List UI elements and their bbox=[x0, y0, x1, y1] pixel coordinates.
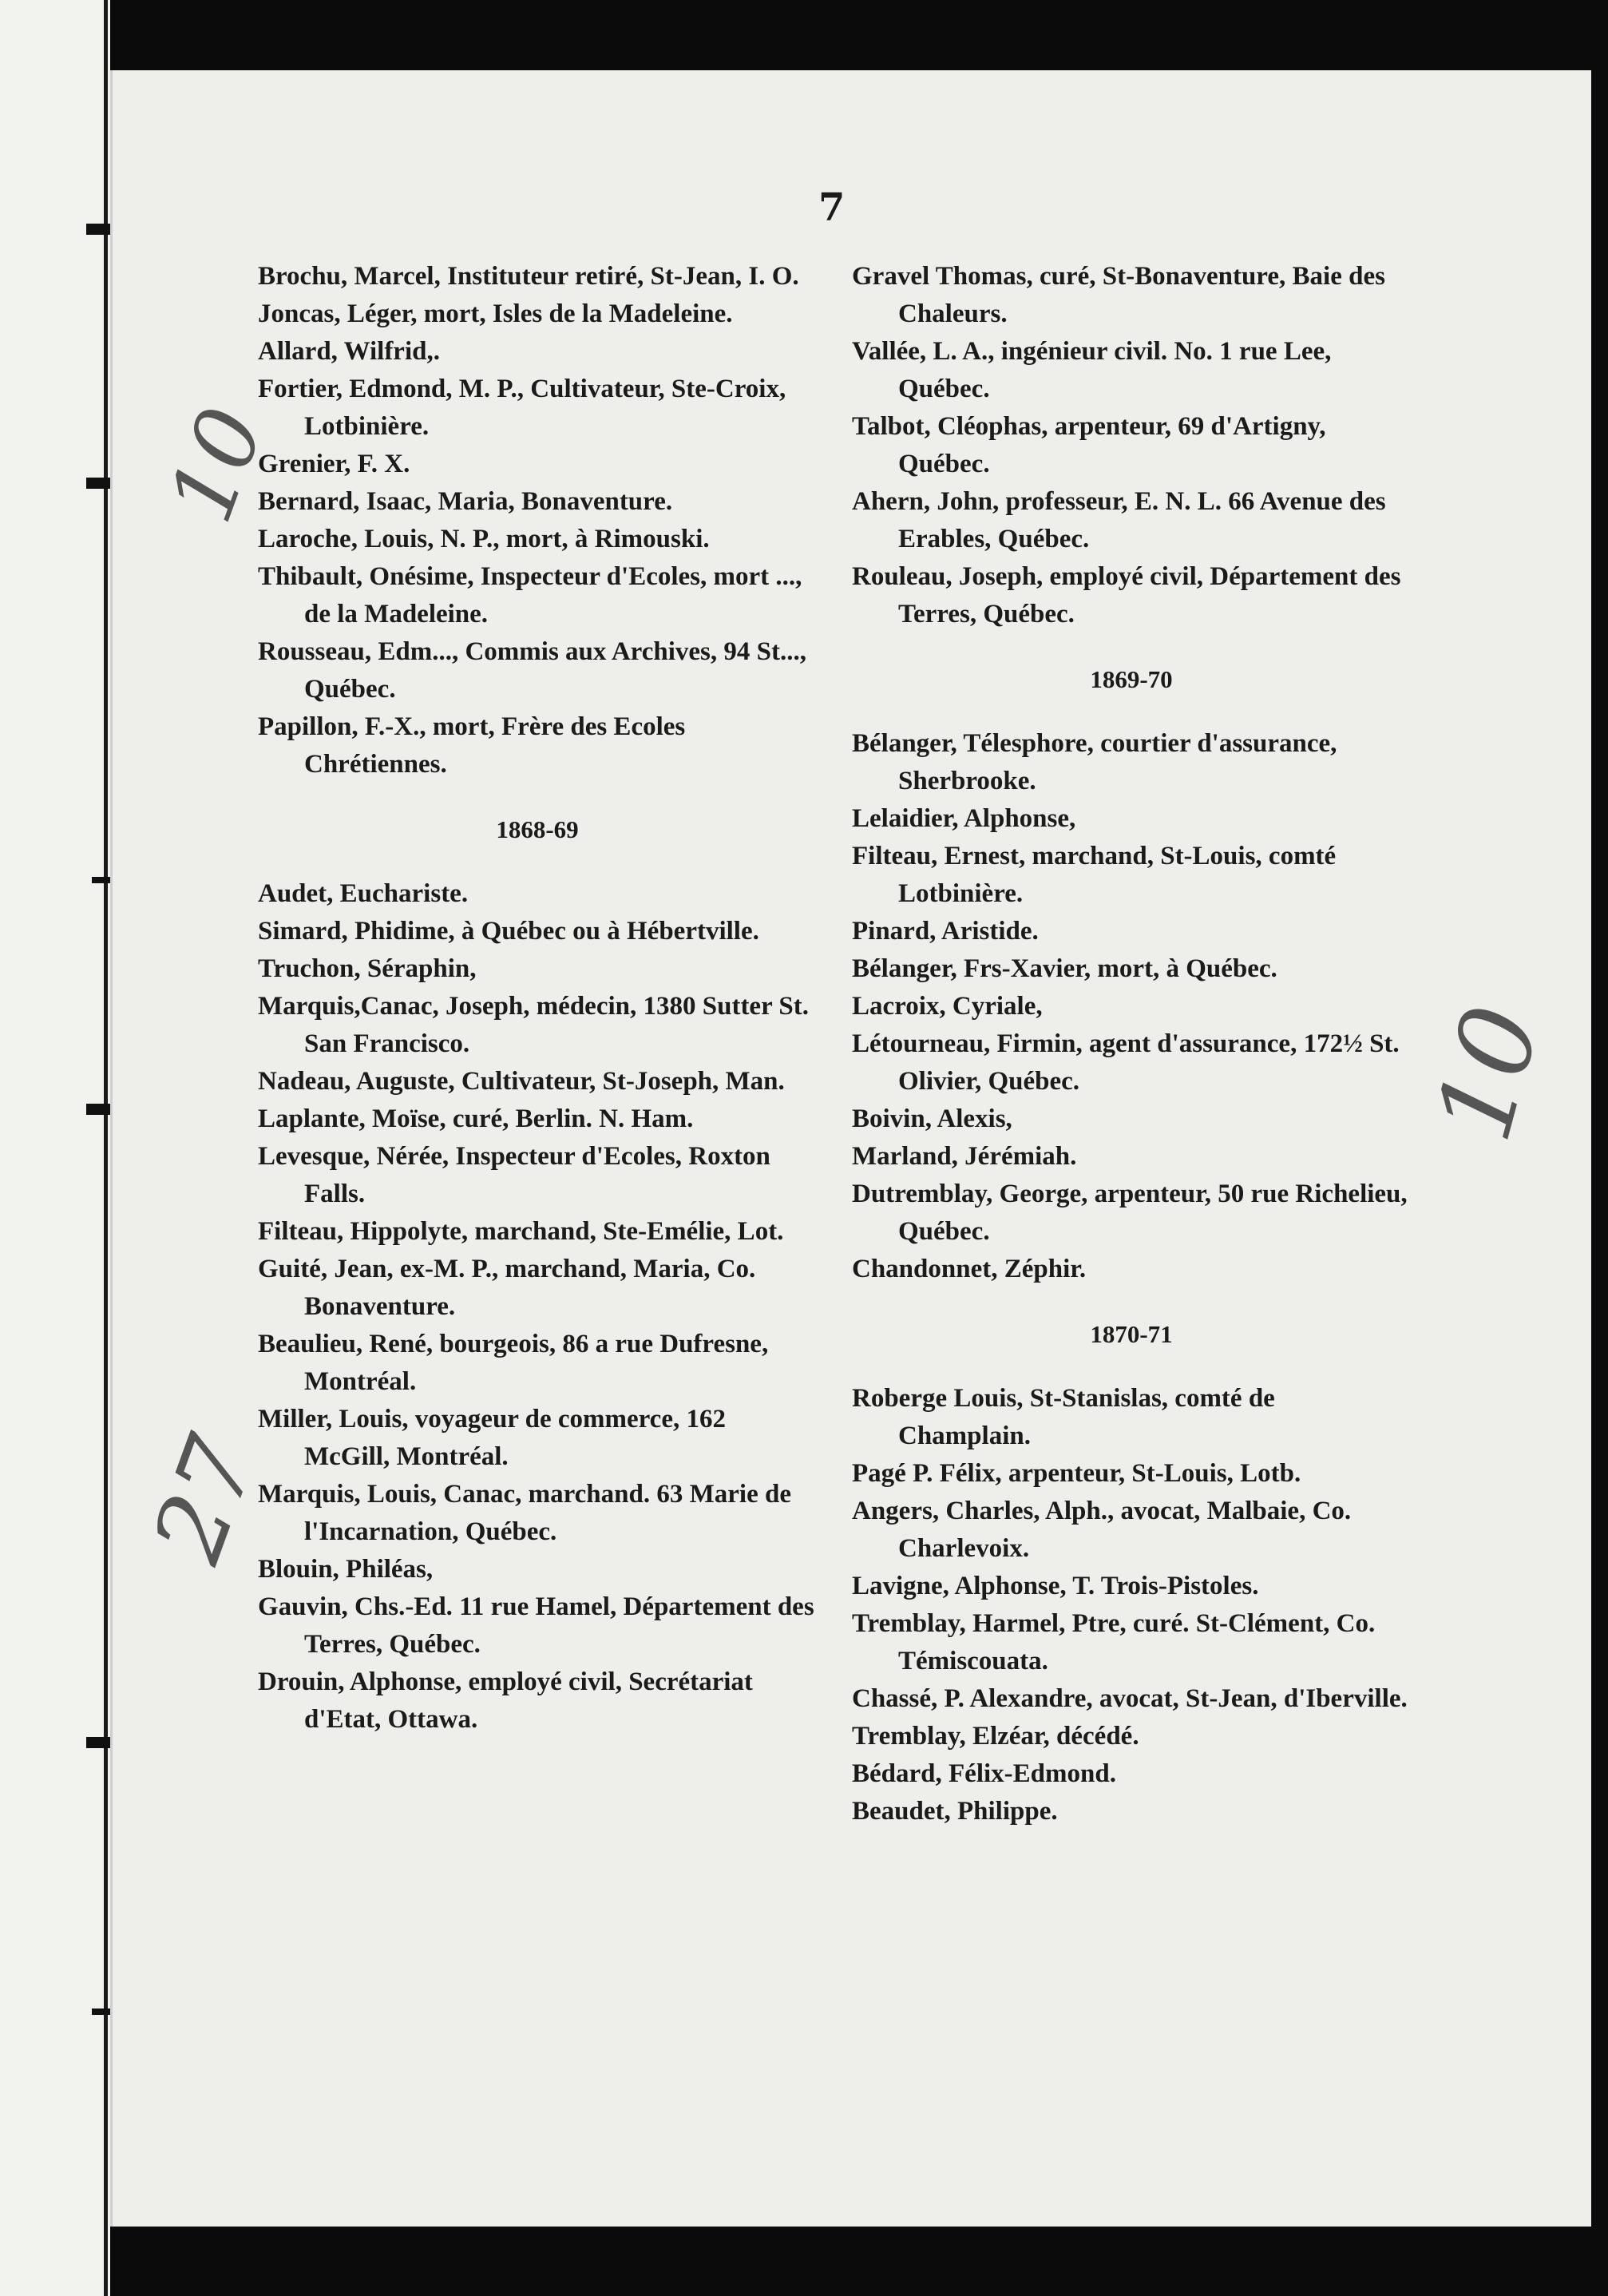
entry: Boivin, Alexis, bbox=[852, 1104, 1012, 1133]
entry: Bédard, Félix-Edmond. bbox=[852, 1759, 1116, 1788]
entry: Lavigne, Alphonse, T. Trois-Pistoles. bbox=[852, 1572, 1259, 1600]
year-heading: 1869-70 bbox=[1090, 665, 1173, 693]
margin-note: 10 bbox=[149, 395, 284, 535]
entry: Talbot, Cléophas, arpenteur, 69 d'Artigny, Québec. bbox=[852, 412, 1326, 478]
entry: Dutremblay, George, arpenteur, 50 rue Richelieu, Québec. bbox=[852, 1180, 1408, 1246]
entry: Gauvin, Chs.-Ed. 11 rue Hamel, Département des Terres, Québec. bbox=[258, 1592, 814, 1659]
entry: Laroche, Louis, N. P., mort, à Rimouski. bbox=[258, 525, 710, 553]
entry: Rouleau, Joseph, employé civil, Département des Terres, Québec. bbox=[852, 562, 1401, 629]
page-number: 7 bbox=[818, 185, 846, 230]
entry: Fortier, Edmond, M. P., Cultivateur, Ste-Croix, Lotbinière. bbox=[258, 375, 786, 441]
entry: Grenier, F. X. bbox=[258, 450, 410, 478]
entry: Truchon, Séraphin, bbox=[258, 954, 477, 983]
entry: Pinard, Aristide. bbox=[852, 917, 1039, 946]
entry: Lacroix, Cyriale, bbox=[852, 992, 1043, 1021]
entry: Blouin, Philéas, bbox=[258, 1555, 434, 1584]
entry: Angers, Charles, Alph., avocat, Malbaie, Co. Charlevoix. bbox=[852, 1497, 1352, 1563]
entry: Tremblay, Harmel, Ptre, curé. St-Clément, Co. Témiscouata. bbox=[852, 1609, 1376, 1675]
entry: Roberge Louis, St-Stanislas, comté de Champlain. bbox=[852, 1384, 1275, 1450]
entry: Beaulieu, René, bourgeois, 86 a rue Dufresne, Montréal. bbox=[258, 1330, 769, 1396]
entry: Rousseau, Edm..., Commis aux Archives, 94 St..., Québec. bbox=[258, 637, 806, 704]
entry: Marland, Jérémiah. bbox=[852, 1142, 1077, 1171]
entry: Ahern, John, professeur, E. N. L. 66 Avenue des Erables, Québec. bbox=[852, 487, 1386, 553]
right-column bbox=[852, 258, 1411, 1830]
entry: Tremblay, Elzéar, décédé. bbox=[852, 1722, 1139, 1751]
document-page bbox=[110, 70, 1591, 2227]
entry: Vallée, L. A., ingénieur civil. No. 1 rue Lee, Québec. bbox=[852, 337, 1332, 403]
entry: Laplante, Moïse, curé, Berlin. N. Ham. bbox=[258, 1104, 694, 1133]
entry: Guité, Jean, ex-M. P., marchand, Maria, Co. Bonaventure. bbox=[258, 1255, 756, 1321]
entry: Filteau, Hippolyte, marchand, Ste-Emélie, Lot. bbox=[258, 1217, 784, 1246]
entry: Bélanger, Télesphore, courtier d'assurance, Sherbrooke. bbox=[852, 729, 1337, 795]
entry: Drouin, Alphonse, employé civil, Secrétariat d'Etat, Ottawa. bbox=[258, 1667, 753, 1734]
entry: Marquis,Canac, Joseph, médecin, 1380 Sutter St. San Francisco. bbox=[258, 992, 809, 1058]
entry: Gravel Thomas, curé, St-Bonaventure, Baie des Chaleurs. bbox=[852, 262, 1385, 328]
entry: Chassé, P. Alexandre, avocat, St-Jean, d'Iberville. bbox=[852, 1684, 1408, 1713]
entry: Marquis, Louis, Canac, marchand. 63 Marie de l'Incarnation, Québec. bbox=[258, 1480, 791, 1546]
margin-note: 27 bbox=[132, 1422, 279, 1576]
entry: Miller, Louis, voyageur de commerce, 162 McGill, Montréal. bbox=[258, 1405, 726, 1471]
entry: Levesque, Nérée, Inspecteur d'Ecoles, Roxton Falls. bbox=[258, 1142, 770, 1208]
entry: Simard, Phidime, à Québec ou à Hébertville. bbox=[258, 917, 759, 946]
year-heading: 1868-69 bbox=[496, 815, 579, 843]
margin-note: 10 bbox=[1412, 993, 1564, 1153]
entry: Thibault, Onésime, Inspecteur d'Ecoles, mort ..., de la Madeleine. bbox=[258, 562, 802, 629]
left-column bbox=[258, 258, 817, 1739]
entry: Allard, Wilfrid,. bbox=[258, 337, 440, 366]
entry: Nadeau, Auguste, Cultivateur, St-Joseph, Man. bbox=[258, 1067, 785, 1096]
entry: Bernard, Isaac, Maria, Bonaventure. bbox=[258, 487, 673, 516]
scan-left-strip bbox=[0, 0, 110, 2296]
entry: Papillon, F.-X., mort, Frère des Ecoles Chrétiennes. bbox=[258, 712, 686, 779]
entry: Bélanger, Frs-Xavier, mort, à Québec. bbox=[852, 954, 1277, 983]
entry: Filteau, Ernest, marchand, St-Louis, comté Lotbinière. bbox=[852, 842, 1337, 908]
entry: Létourneau, Firmin, agent d'assurance, 172½ St. Olivier, Québec. bbox=[852, 1029, 1400, 1096]
entry: Beaudet, Philippe. bbox=[852, 1797, 1058, 1826]
entry: Chandonnet, Zéphir. bbox=[852, 1255, 1087, 1283]
year-heading: 1870-71 bbox=[1090, 1320, 1173, 1348]
entry: Audet, Eucharistе. bbox=[258, 879, 469, 908]
entry: Lelaidier, Alphonse, bbox=[852, 804, 1076, 833]
entry: Joncas, Léger, mort, Isles de la Madeleine. bbox=[258, 299, 733, 328]
binding-edge bbox=[104, 0, 108, 2296]
entry: Brochu, Marcel, Instituteur retiré, St-Jean, I. O. bbox=[258, 262, 799, 291]
entry: Pagé P. Félix, arpenteur, St-Louis, Lotb. bbox=[852, 1459, 1301, 1488]
